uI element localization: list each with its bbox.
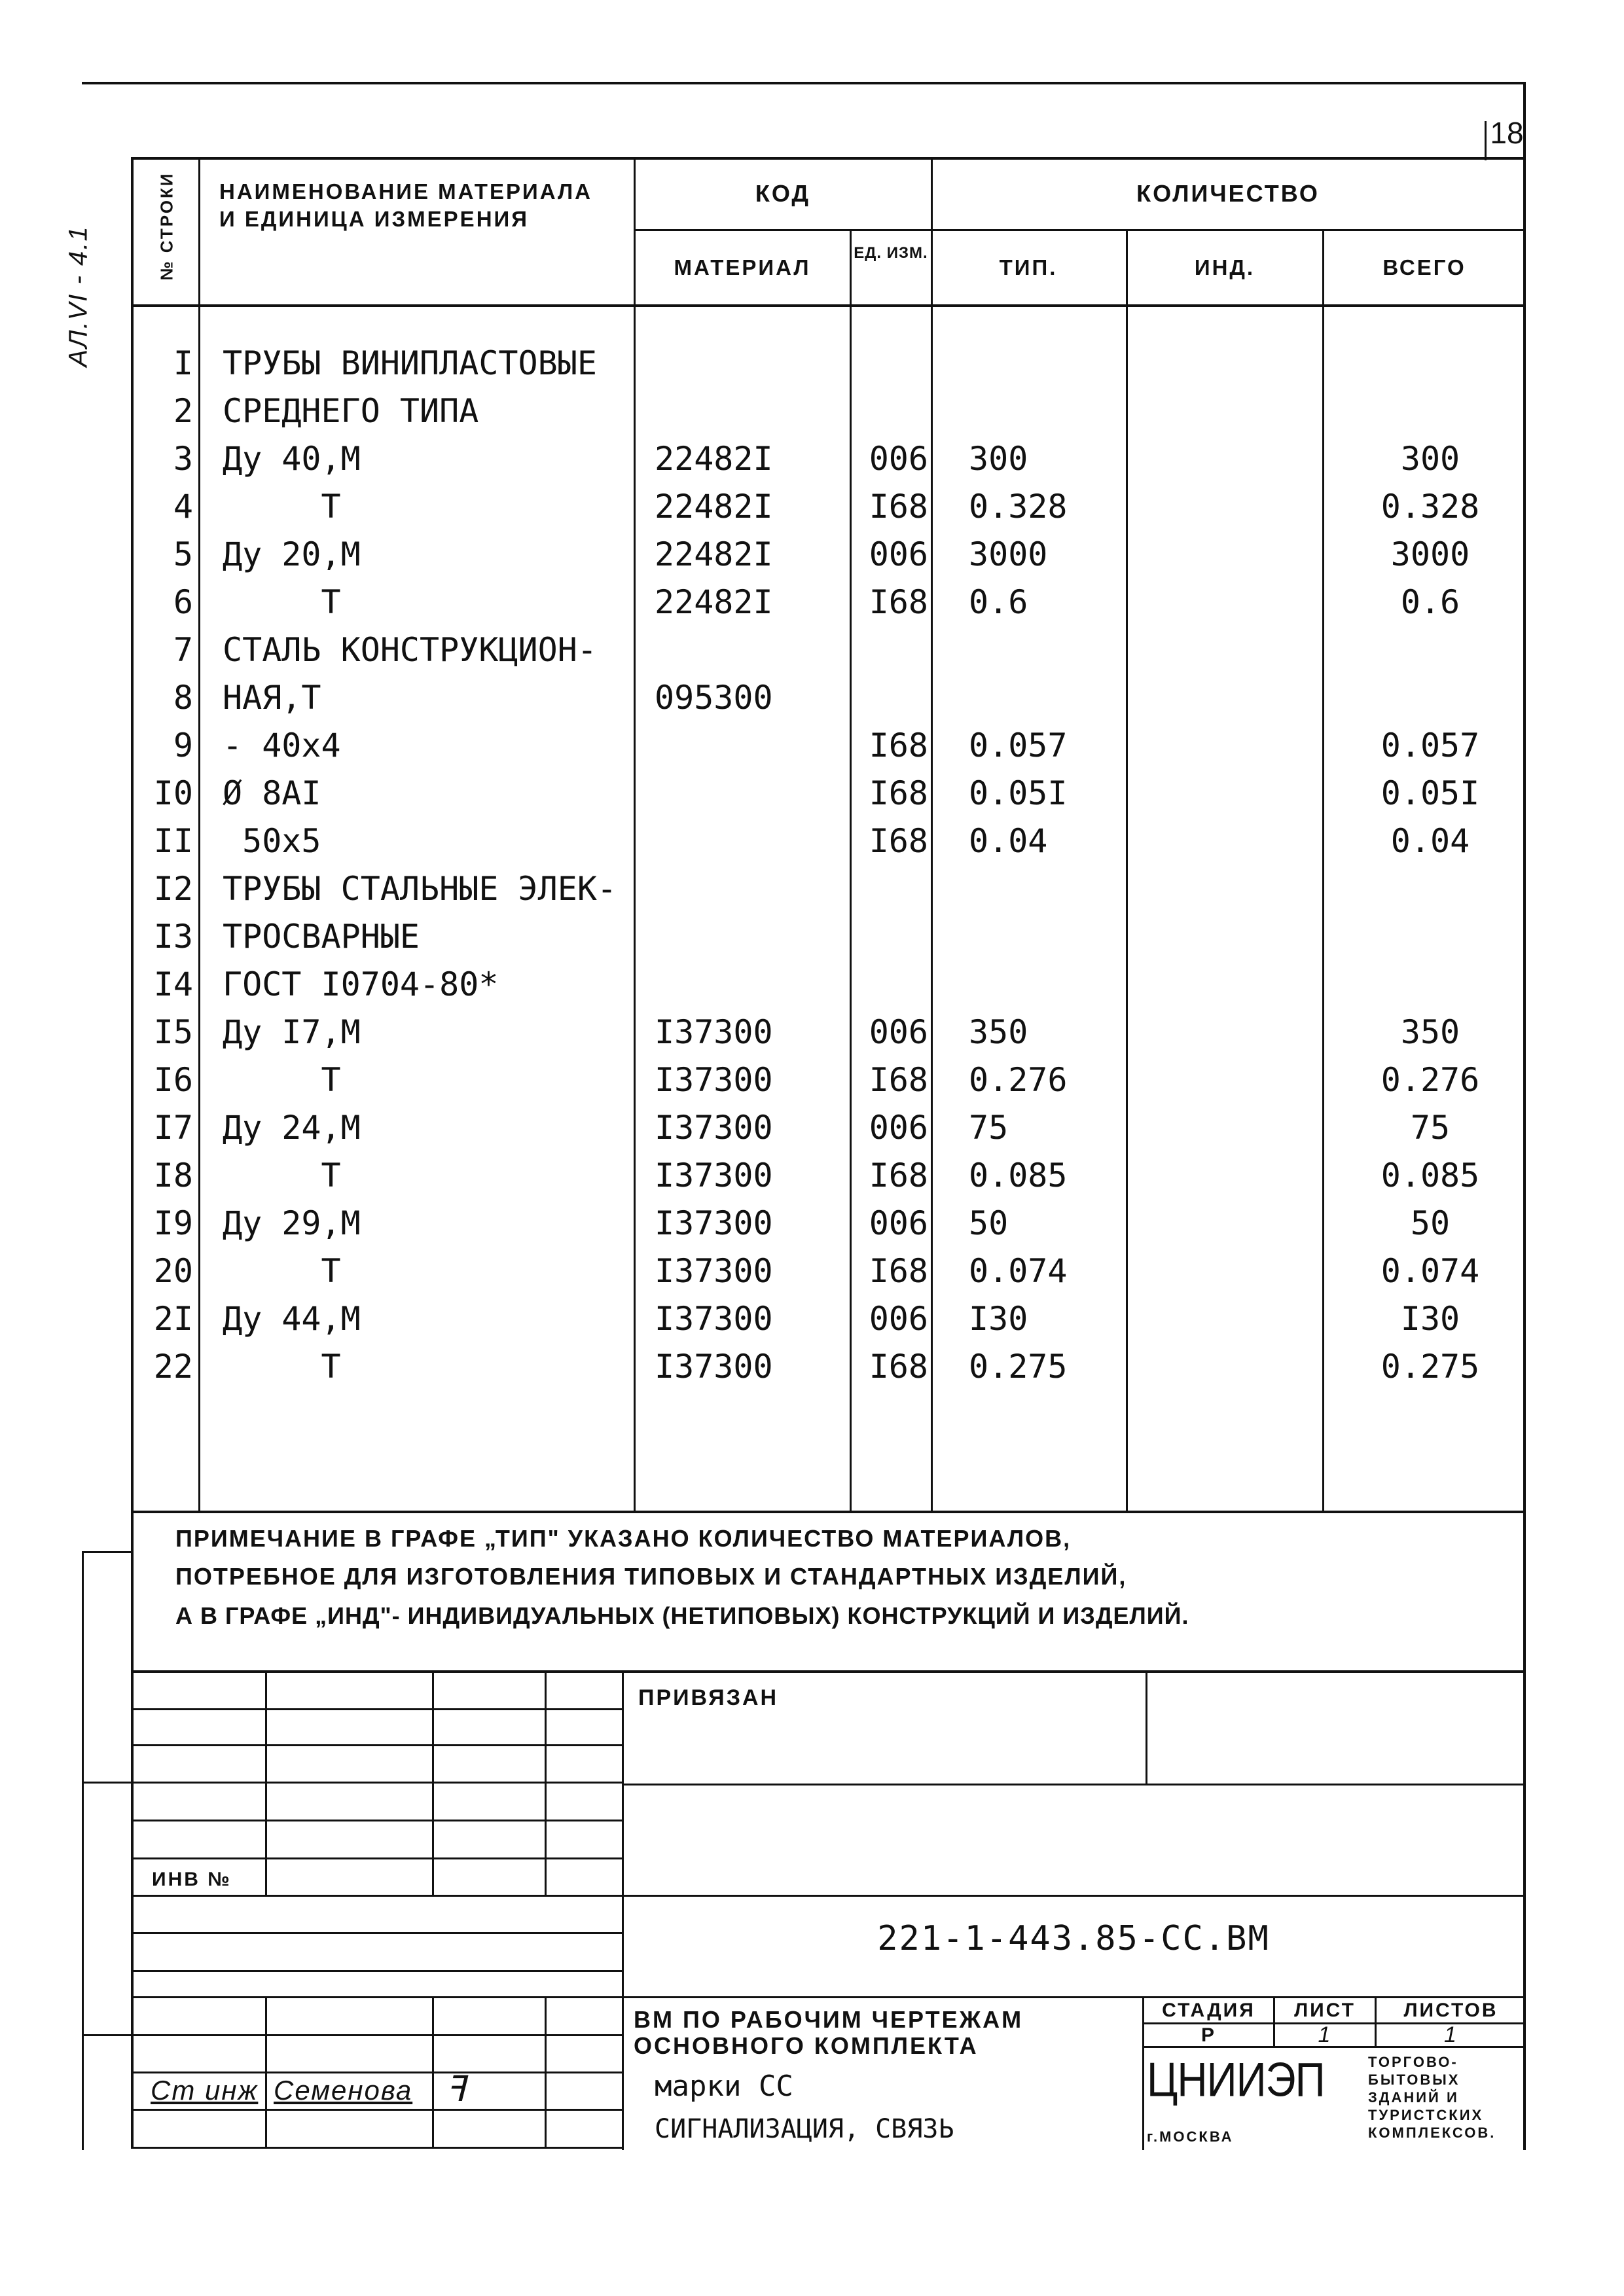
cell-n: 3 [173, 440, 193, 478]
cell-material: 22482I [655, 488, 773, 526]
cell-total: 50 [1410, 1204, 1451, 1242]
org-logo: ЦНИИЭП [1147, 2052, 1325, 2107]
signature: ꟻ [445, 2070, 467, 2109]
cell-typ: 0.275 [969, 1348, 1068, 1386]
sheets-label: ЛИСТОВ [1403, 2000, 1498, 2021]
cell-n: 4 [173, 488, 193, 526]
cell-name: 50x5 [223, 822, 321, 860]
stamp-h11 [131, 2072, 622, 2073]
signer-role: Ст инж [151, 2075, 259, 2106]
sheet-box-left [1485, 121, 1487, 160]
cell-total: 0.276 [1380, 1061, 1480, 1099]
title-line-4: СИГНАЛИЗАЦИЯ, СВЯЗЬ [655, 2114, 954, 2144]
note-line-1: ПРИМЕЧАНИЕ В ГРАФЕ „ТИП" УКАЗАНО КОЛИЧЕСТВО МАТЕРИАЛОВ, [175, 1525, 1072, 1552]
stage-label: СТАДИЯ [1162, 2000, 1255, 2021]
cell-total: 350 [1400, 1013, 1460, 1051]
cell-unit: 006 [869, 1109, 928, 1147]
org-desc-4: ТУРИСТСКИХ [1368, 2107, 1484, 2123]
cell-material: 095300 [655, 679, 773, 717]
cell-unit: I68 [869, 1252, 928, 1290]
cell-n: I3 [153, 918, 193, 956]
note-line-2: ПОТРЕБНОЕ ДЛЯ ИЗГОТОВЛЕНИЯ ТИПОВЫХ И СТАНДАРТНЫХ ИЗДЕЛИЙ, [175, 1563, 1127, 1590]
cell-typ: 0.057 [969, 726, 1068, 764]
cell-typ: 0.328 [969, 488, 1068, 526]
header-name: НАИМЕНОВАНИЕ МАТЕРИАЛА И ЕДИНИЦА ИЗМЕРЕНИЯ [219, 179, 592, 231]
cell-unit: 006 [869, 1013, 928, 1051]
left-margin-line [82, 1551, 84, 2150]
cell-n: 22 [153, 1348, 193, 1386]
cell-typ: 350 [969, 1013, 1028, 1051]
cell-name: Ду I7,М [223, 1013, 361, 1051]
cell-name: Ду 29,М [223, 1204, 361, 1242]
cell-n: I7 [153, 1109, 193, 1147]
cell-unit: I68 [869, 488, 928, 526]
cell-unit: I68 [869, 1348, 928, 1386]
cell-material: I37300 [655, 1013, 773, 1051]
title-line-1: ВМ ПО РАБОЧИМ ЧЕРТЕЖАМ [634, 2006, 1024, 2033]
header-ind: ИНД. [1194, 255, 1255, 279]
header-row-no: № СТРОКИ [156, 171, 177, 281]
cell-name: СТАЛЬ КОНСТРУКЦИОН- [223, 631, 597, 669]
cell-n: II [153, 822, 193, 860]
stamp-h3 [82, 1782, 622, 1784]
cell-unit: I68 [869, 583, 928, 621]
cell-total: 3000 [1390, 535, 1470, 573]
cell-n: 5 [173, 535, 193, 573]
bound-bottom [622, 1784, 1525, 1785]
cell-total: 0.04 [1390, 822, 1470, 860]
cell-material: I37300 [655, 1061, 773, 1099]
cell-material: 22482I [655, 535, 773, 573]
right-border [1523, 82, 1526, 2150]
stamp-vline-main [622, 1670, 624, 2150]
cell-unit: 006 [869, 440, 928, 478]
cell-typ: 0.085 [969, 1157, 1068, 1194]
cell-unit: I68 [869, 1157, 928, 1194]
cell-unit: I68 [869, 822, 928, 860]
cell-name: ТРОСВАРНЫЕ [223, 918, 420, 956]
header-unit: ЕД. ИЗМ. [854, 244, 928, 262]
cell-typ: 300 [969, 440, 1028, 478]
cell-total: 300 [1400, 440, 1460, 478]
cell-typ: 75 [969, 1109, 1009, 1147]
cell-n: I4 [153, 965, 193, 1003]
cell-name: Ду 40,М [223, 440, 361, 478]
top-border [82, 82, 1525, 84]
title-line-2: ОСНОВНОГО КОМПЛЕКТА [634, 2032, 979, 2059]
cell-name: НАЯ,Т [223, 679, 321, 717]
left-border-lower [131, 1689, 134, 2147]
col-line-1 [198, 157, 200, 1512]
stamp-h9 [131, 1996, 1525, 1998]
cell-name: Т [223, 488, 341, 526]
cell-material: I37300 [655, 1157, 773, 1194]
stamp-h5 [131, 1857, 622, 1859]
stamp-top-line [131, 1670, 1525, 1673]
cell-n: 6 [173, 583, 193, 621]
cell-unit: I68 [869, 1061, 928, 1099]
cell-n: I6 [153, 1061, 193, 1099]
cell-n: I8 [153, 1157, 193, 1194]
cell-total: 75 [1410, 1109, 1451, 1147]
col-line-2 [634, 157, 636, 1512]
cell-typ: 0.04 [969, 822, 1048, 860]
cell-material: I37300 [655, 1204, 773, 1242]
cell-material: I37300 [655, 1252, 773, 1290]
stamp-h7 [131, 1932, 622, 1934]
org-city: г.МОСКВА [1147, 2128, 1234, 2145]
header-mid-line [635, 229, 1525, 231]
cell-n: 2I [153, 1300, 193, 1338]
header-bottom-line [131, 304, 1525, 307]
stamp-h10 [82, 2034, 622, 2036]
cell-total: I30 [1400, 1300, 1460, 1338]
cell-n: 20 [153, 1252, 193, 1290]
sheet-label: ЛИСТ [1294, 2000, 1356, 2021]
header-material: МАТЕРИАЛ [674, 255, 811, 279]
cell-total: 0.328 [1380, 488, 1480, 526]
cell-n: I9 [153, 1204, 193, 1242]
cell-n: 7 [173, 631, 193, 669]
col-line-6 [1322, 229, 1324, 1512]
cell-material: 22482I [655, 440, 773, 478]
sheet-number: 18 [1490, 116, 1524, 150]
header-quantity: КОЛИЧЕСТВО [1136, 180, 1320, 207]
stamp-h12 [131, 2109, 622, 2111]
cell-unit: 006 [869, 1204, 928, 1242]
cell-name: ТРУБЫ ВИНИПЛАСТОВЫЕ [223, 344, 597, 382]
cell-n: 2 [173, 392, 193, 430]
cell-material: I37300 [655, 1348, 773, 1386]
stamp-h13 [131, 2147, 622, 2149]
org-desc-2: БЫТОВЫХ [1368, 2072, 1460, 2088]
stamp-h1 [131, 1708, 622, 1710]
signer-name: Семенова [274, 2075, 413, 2106]
cell-typ: 0.6 [969, 583, 1028, 621]
cell-name: ТРУБЫ СТАЛЬНЫЕ ЭЛЕК- [223, 870, 617, 908]
sheets-value: 1 [1444, 2022, 1458, 2047]
header-typ: ТИП. [999, 255, 1058, 279]
org-desc-1: ТОРГОВО- [1368, 2054, 1458, 2070]
cell-n: 9 [173, 726, 193, 764]
header-top-line [131, 157, 1525, 160]
org-desc-3: ЗДАНИЙ И [1368, 2089, 1459, 2106]
org-desc-5: КОМПЛЕКСОВ. [1368, 2125, 1496, 2141]
cell-name: Т [223, 583, 341, 621]
cell-unit: 006 [869, 535, 928, 573]
cell-typ: 3000 [969, 535, 1048, 573]
sheet-value: 1 [1318, 2022, 1332, 2047]
header-total: ВСЕГО [1382, 255, 1466, 279]
cell-unit: I68 [869, 774, 928, 812]
cell-n: I0 [153, 774, 193, 812]
cell-name: ГОСТ I0704-80* [223, 965, 499, 1003]
cell-typ: 0.276 [969, 1061, 1068, 1099]
cell-name: Ду 44,М [223, 1300, 361, 1338]
cell-material: 22482I [655, 583, 773, 621]
col-line-5 [1126, 229, 1128, 1512]
stamp-h6 [131, 1895, 1525, 1897]
bound-divider [1146, 1670, 1147, 1785]
col-line-4 [931, 157, 933, 1512]
inv-label: ИНВ № [152, 1869, 232, 1890]
cell-n: 8 [173, 679, 193, 717]
cell-name: Т [223, 1252, 341, 1290]
cell-total: 0.085 [1380, 1157, 1480, 1194]
note-top-line [131, 1511, 1525, 1513]
cell-name: - 40x4 [223, 726, 341, 764]
stamp-h8 [131, 1970, 622, 1972]
cell-name: Ду 20,М [223, 535, 361, 573]
stage-value: Р [1200, 2024, 1216, 2046]
cell-total: 0.05I [1380, 774, 1480, 812]
stamp-h4 [131, 1820, 622, 1821]
stamp-h2 [131, 1744, 622, 1746]
cell-material: I37300 [655, 1300, 773, 1338]
cell-name: Т [223, 1348, 341, 1386]
cell-material: I37300 [655, 1109, 773, 1147]
cell-total: 0.275 [1380, 1348, 1480, 1386]
cell-name: Т [223, 1157, 341, 1194]
doc-code: 221-1-443.85-СС.ВМ [877, 1919, 1270, 1958]
note-line-3: А В ГРАФЕ „ИНД"- ИНДИВИДУАЛЬНЫХ (НЕТИПОВЫХ) КОНСТРУКЦИЙ И ИЗДЕЛИЙ. [175, 1602, 1189, 1629]
cell-name: Ø 8AI [223, 774, 321, 812]
cell-name: Т [223, 1061, 341, 1099]
cell-typ: 50 [969, 1204, 1009, 1242]
header-code: КОД [755, 180, 811, 207]
title-line-3: марки СС [655, 2070, 793, 2103]
cell-n: I [173, 344, 193, 382]
cell-total: 0.074 [1380, 1252, 1480, 1290]
side-label: АЛ.VI - 4.1 [63, 225, 93, 367]
cell-typ: I30 [969, 1300, 1028, 1338]
cell-unit: 006 [869, 1300, 928, 1338]
left-border-upper [131, 157, 134, 1689]
cell-total: 0.6 [1400, 583, 1460, 621]
cell-name: СРЕДНЕГО ТИПА [223, 392, 479, 430]
note-left-tick [82, 1551, 133, 1553]
cell-total: 0.057 [1380, 726, 1480, 764]
cell-unit: I68 [869, 726, 928, 764]
cell-n: I2 [153, 870, 193, 908]
cell-name: Ду 24,М [223, 1109, 361, 1147]
cell-typ: 0.05I [969, 774, 1068, 812]
cell-n: I5 [153, 1013, 193, 1051]
cell-typ: 0.074 [969, 1252, 1068, 1290]
bound-label: ПРИВЯЗАН [638, 1685, 779, 1710]
